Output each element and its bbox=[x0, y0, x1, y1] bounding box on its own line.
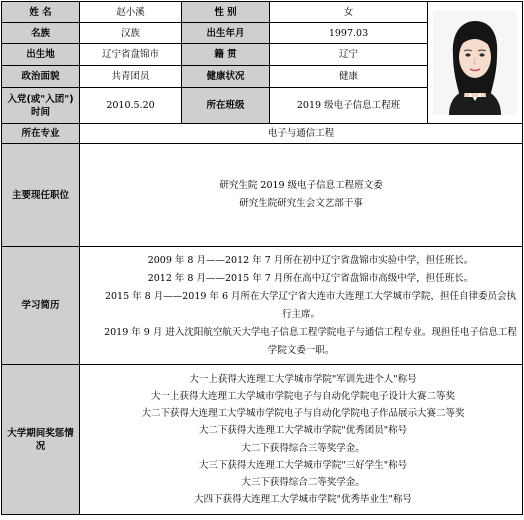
award-item: 大二下获得大连理工大学城市学院电子与自动化学院电子作品展示大赛二等奖 bbox=[141, 408, 465, 420]
label-gender: 性 别 bbox=[182, 2, 270, 23]
award-item: 大一上获得大连理工大学城市学院"军训先进个人"称号 bbox=[189, 373, 417, 385]
value-gender: 女 bbox=[270, 2, 428, 23]
positions-cell bbox=[80, 144, 523, 247]
label-political-status: 政治面貌 bbox=[2, 66, 80, 88]
label-health: 健康状况 bbox=[182, 66, 270, 88]
label-birth-date: 出生年月 bbox=[182, 23, 270, 44]
value-ethnicity: 汉族 bbox=[80, 23, 182, 44]
value-health: 健康 bbox=[270, 66, 428, 88]
label-major: 所在专业 bbox=[2, 124, 80, 144]
label-positions: 主要现任职位 bbox=[2, 144, 80, 247]
award-item: 大一上获得大连理工大学城市学院电子与自动化学院电子设计大赛二等奖 bbox=[150, 390, 455, 402]
label-native-place: 籍 贯 bbox=[182, 44, 270, 66]
label-awards: 大学期间奖惩情况 bbox=[2, 365, 80, 515]
label-birthplace: 出生地 bbox=[2, 44, 80, 66]
portrait-image bbox=[433, 11, 517, 115]
award-item: 大三下获得大连理工大学城市学院"三好学生"称号 bbox=[198, 459, 408, 471]
label-name: 姓 名 bbox=[2, 2, 80, 23]
value-class: 2019 级电子信息工程班 bbox=[270, 88, 428, 124]
value-party-join: 2010.5.20 bbox=[80, 88, 182, 124]
value-name: 赵小溪 bbox=[80, 2, 182, 23]
label-party-join: 入党(或"入团")时间 bbox=[2, 88, 80, 124]
value-native-place: 辽宁 bbox=[270, 44, 428, 66]
study-item: 2009 年 8 月——2012 年 7 月所在初中辽宁省盘锦市实验中学，担任班长。 bbox=[147, 254, 474, 266]
position-item: 研究生院研究生会文艺部干事 bbox=[239, 198, 363, 209]
value-birthplace: 辽宁省盘锦市 bbox=[80, 44, 182, 66]
study-item: 2012 年 8 月——2015 年 7 月所在高中辽宁省盘锦市高级中学，担任班长。 bbox=[147, 272, 474, 284]
study-cell bbox=[80, 247, 523, 365]
label-ethnicity: 名族 bbox=[2, 23, 80, 44]
value-political-status: 共青团员 bbox=[80, 66, 182, 88]
award-item: 大二下获得综合三等奖学金。 bbox=[241, 442, 365, 454]
value-major: 电子与通信工程 bbox=[80, 124, 523, 144]
photo-cell bbox=[428, 2, 523, 124]
value-birth-date: 1997.03 bbox=[270, 23, 428, 44]
award-item: 大二下获得大连理工大学城市学院"优秀团员"称号 bbox=[198, 425, 408, 437]
profile-form bbox=[1, 1, 522, 518]
profile-table bbox=[1, 1, 523, 515]
award-item: 大三下获得综合二等奖学金。 bbox=[241, 476, 365, 488]
award-item: 大四下获得大连理工大学城市学院"优秀毕业生"称号 bbox=[194, 494, 412, 506]
awards-cell bbox=[80, 365, 523, 515]
study-item: 2015 年 8 月——2019 年 6 月所在大学辽宁省大连市大连理工大学城市学院，担任自律委员会执行主席。 bbox=[104, 290, 517, 320]
study-item: 2019 年 9 月 进入沈阳航空航天大学电子信息工程学院电子与通信工程专业。现担任电子信息工程学院文委一职。 bbox=[104, 326, 517, 356]
position-item: 研究生院 2019 级电子信息工程班文委 bbox=[219, 180, 383, 191]
label-study: 学习简历 bbox=[2, 247, 80, 365]
label-class: 所在班级 bbox=[182, 88, 270, 124]
portrait-photo bbox=[433, 11, 517, 115]
